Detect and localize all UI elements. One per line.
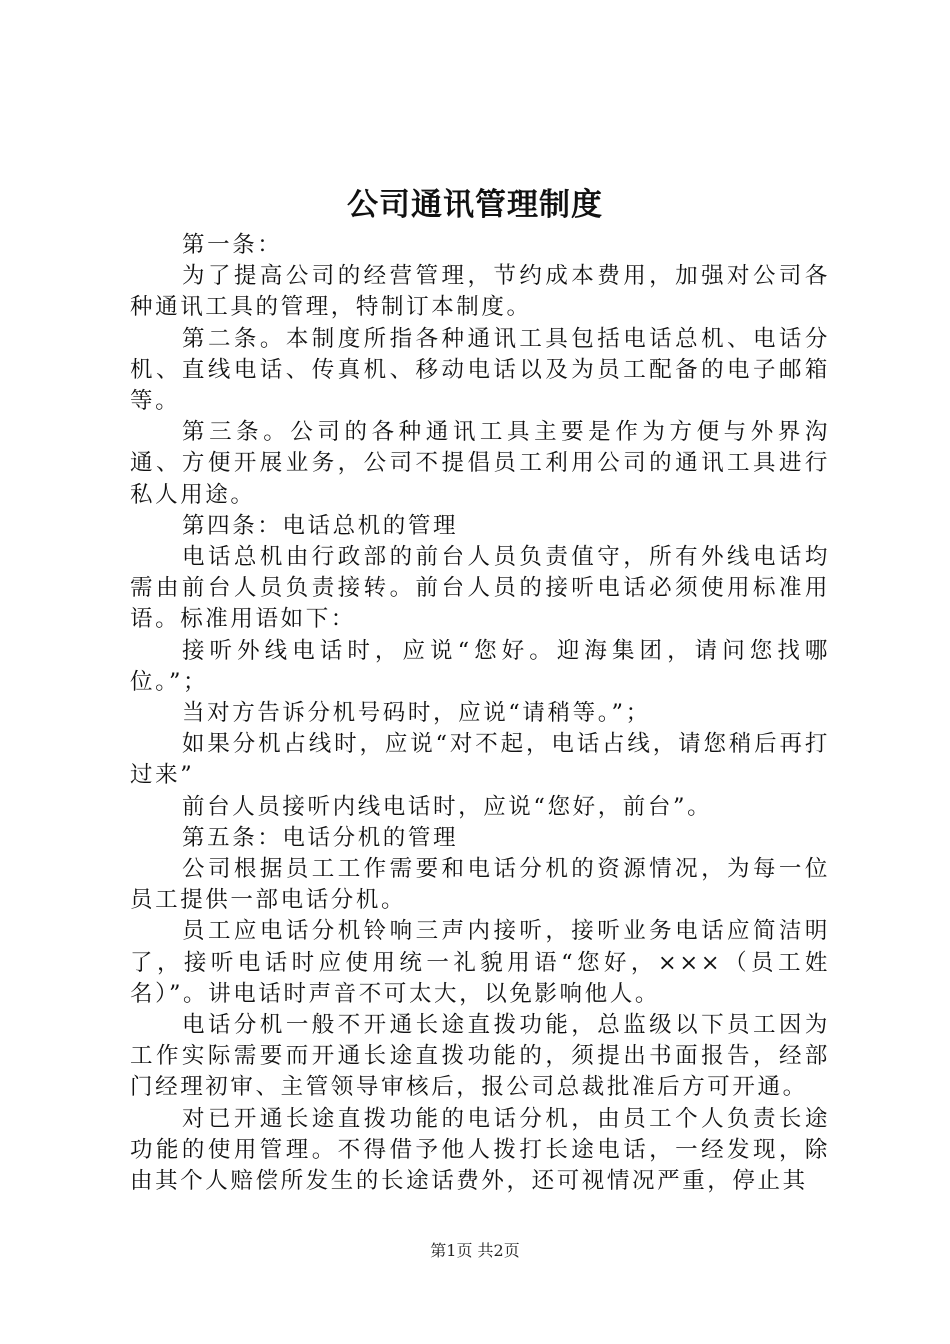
paragraph: 第五条：电话分机的管理: [182, 824, 459, 851]
paragraph: 如果分机占线时，应说“对不起，电话占线，请您稍后再打过来”: [130, 731, 830, 789]
paragraph: 第二条。本制度所指各种通讯工具包括电话总机、电话分机、直线电话、传真机、移动电话以及为员工配备的电子邮箱等。: [130, 325, 830, 415]
paragraph: 前台人员接听内线电话时，应说“您好，前台”。: [182, 793, 713, 820]
paragraph: 当对方告诉分机号码时，应说“请稍等。”；: [182, 700, 651, 727]
paragraph: 第四条：电话总机的管理: [182, 512, 459, 539]
paragraph: 为了提高公司的经营管理，节约成本费用，加强对公司各种通讯工具的管理，特制订本制度。: [130, 263, 830, 321]
page-footer: 第1页 共2页: [430, 1241, 520, 1260]
paragraph: 第一条：: [182, 232, 283, 258]
paragraph: 电话分机一般不开通长途直拨功能，总监级以下员工因为工作实际需要而开通长途直拨功能的，须提出书面报告，经部门经理初审、主管领导审核后，报公司总裁批准后方可开通。: [130, 1012, 830, 1101]
document-title: 公司通讯管理制度: [347, 187, 603, 223]
paragraph: 电话总机由行政部的前台人员负责值守，所有外线电话均需由前台人员负责接转。前台人员的接听电话必须使用标准用语。标准用语如下：: [130, 544, 830, 633]
paragraph: 接听外线电话时，应说“您好。迎海集团，请问您找哪位。”；: [130, 637, 830, 695]
paragraph: 员工应电话分机铃响三声内接听，接听业务电话应简洁明了，接听电话时应使用统一礼貌用语“您好，×××（员工姓名）”。讲电话时声音不可太大，以免影响他人。: [130, 918, 830, 1007]
paragraph: 第三条。公司的各种通讯工具主要是作为方便与外界沟通、方便开展业务，公司不提倡员工利用公司的通讯工具进行私人用途。: [130, 419, 830, 508]
document-body: [130, 230, 830, 1197]
paragraph: 对已开通长途直拨功能的电话分机，由员工个人负责长途功能的使用管理。不得借予他人拨打长途电话，一经发现，除由其个人赔偿所发生的长途话费外，还可视情况严重，停止其: [130, 1105, 830, 1195]
paragraph: 公司根据员工工作需要和电话分机的资源情况，为每一位员工提供一部电话分机。: [130, 856, 830, 914]
